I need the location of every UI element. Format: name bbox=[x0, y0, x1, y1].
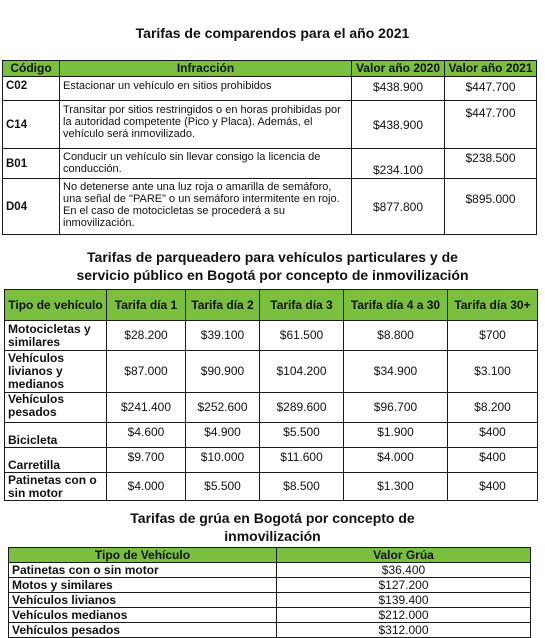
vehicle-type-cell: Vehículos medianos bbox=[9, 608, 277, 623]
tarifa-dia-3-cell: $5.500 bbox=[260, 423, 344, 448]
tarifa-dia-3-cell: $11.600 bbox=[260, 448, 344, 473]
table-row bbox=[9, 578, 531, 593]
valor-grua-cell: $139.400 bbox=[277, 593, 531, 608]
table-row bbox=[3, 179, 537, 235]
tarifa-dia-30-plus-cell: $700 bbox=[448, 321, 538, 351]
tarifa-dia-30-plus-cell: $8.200 bbox=[448, 393, 538, 423]
tarifa-dia-2-cell: $10.000 bbox=[186, 448, 260, 473]
tarifa-dia-4-30-cell: $8.800 bbox=[344, 321, 448, 351]
tarifa-dia-1-cell: $28.200 bbox=[107, 321, 186, 351]
value-2020-cell: $438.900 bbox=[352, 101, 445, 149]
vehicle-type-cell: Vehículos livianos bbox=[9, 593, 277, 608]
parqueadero-header-row bbox=[5, 290, 538, 321]
value-2021-cell: $447.700 bbox=[445, 101, 537, 149]
tarifa-dia-4-30-cell: $96.700 bbox=[344, 393, 448, 423]
header-tarifa-dia-1: Tarifa día 1 bbox=[107, 290, 186, 321]
table-row bbox=[5, 321, 538, 351]
table-row bbox=[5, 393, 538, 423]
value-2021-cell: $895.000 bbox=[445, 179, 537, 235]
value-2021-cell: $238.500 bbox=[445, 149, 537, 179]
header-tarifa-dia-30-plus: Tarifa día 30+ bbox=[448, 290, 538, 321]
tarifa-dia-2-cell: $5.500 bbox=[186, 473, 260, 501]
vehicle-type-cell: Carretilla bbox=[5, 448, 107, 473]
vehicle-type-cell: Bicicleta bbox=[5, 423, 107, 448]
tarifa-dia-1-cell: $87.000 bbox=[107, 351, 186, 393]
tarifa-dia-2-cell: $252.600 bbox=[186, 393, 260, 423]
table-row bbox=[5, 351, 538, 393]
table-row bbox=[5, 423, 538, 448]
tarifa-dia-4-30-cell: $4.000 bbox=[344, 448, 448, 473]
vehicle-type-cell: Vehículos pesados bbox=[9, 623, 277, 638]
infraction-cell: Transitar por sitios restringidos o en horas prohibidas por la autoridad competente (Pico y Placa). Además, el vehículo será inmovilizado. bbox=[60, 101, 352, 149]
header-infraccion: Infracción bbox=[60, 61, 352, 77]
table-row bbox=[9, 608, 531, 623]
code-cell: D04 bbox=[3, 179, 60, 235]
header-valor-grua: Valor Grúa bbox=[277, 548, 531, 563]
code-cell: C02 bbox=[3, 77, 60, 101]
tarifa-dia-2-cell: $4.900 bbox=[186, 423, 260, 448]
tarifa-dia-3-cell: $104.200 bbox=[260, 351, 344, 393]
comparendos-title: Tarifas de comparendos para el año 2021 bbox=[135, 25, 410, 41]
tarifa-dia-1-cell: $241.400 bbox=[107, 393, 186, 423]
vehicle-type-cell: Patinetas con o sin motor bbox=[9, 563, 277, 578]
valor-grua-cell: $212.000 bbox=[277, 608, 531, 623]
grua-title-line2: inmovilización bbox=[224, 528, 321, 544]
table-row bbox=[3, 101, 537, 149]
table-row bbox=[5, 473, 538, 501]
vehicle-type-cell: Vehículos livianos y medianos bbox=[5, 351, 107, 393]
comparendos-table bbox=[2, 60, 537, 235]
table-row bbox=[9, 593, 531, 608]
tarifa-dia-3-cell: $8.500 bbox=[260, 473, 344, 501]
tarifa-dia-1-cell: $4.000 bbox=[107, 473, 186, 501]
vehicle-type-cell: Motocicletas y similares bbox=[5, 321, 107, 351]
header-valor-2020: Valor año 2020 bbox=[352, 61, 445, 77]
code-cell: C14 bbox=[3, 101, 60, 149]
valor-grua-cell: $127.200 bbox=[277, 578, 531, 593]
infraction-cell: Conducir un vehículo sin llevar consigo la licencia de conducción. bbox=[60, 149, 352, 179]
value-2020-cell: $877.800 bbox=[352, 179, 445, 235]
tarifa-dia-1-cell: $4.600 bbox=[107, 423, 186, 448]
parqueadero-title-line2: servicio público en Bogotá por concepto de inmovilización bbox=[76, 267, 469, 283]
tarifa-dia-2-cell: $39.100 bbox=[186, 321, 260, 351]
parqueadero-title bbox=[0, 248, 545, 284]
value-2021-cell: $447.700 bbox=[445, 77, 537, 101]
code-cell: B01 bbox=[3, 149, 60, 179]
grua-title-line1: Tarifas de grúa en Bogotá por concepto de bbox=[130, 510, 415, 526]
tarifa-dia-30-plus-cell: $400 bbox=[448, 473, 538, 501]
infraction-cell: No detenerse ante una luz roja o amarilla de semáforo, una señal de "PARE" o un semáforo intermitente en rojo. En el caso de motocicletas se procederá a su inmovilización. bbox=[60, 179, 352, 235]
vehicle-type-cell: Motos y similares bbox=[9, 578, 277, 593]
vehicle-type-cell: Patinetas con o sin motor bbox=[5, 473, 107, 501]
comparendos-header-row bbox=[3, 61, 537, 77]
table-row bbox=[3, 149, 537, 179]
parqueadero-title-line1: Tarifas de parqueadero para vehículos particulares y de bbox=[87, 249, 458, 265]
header-tipo-vehiculo: Tipo de vehículo bbox=[5, 290, 107, 321]
valor-grua-cell: $312.000 bbox=[277, 623, 531, 638]
tarifa-dia-1-cell: $9.700 bbox=[107, 448, 186, 473]
grua-table bbox=[8, 547, 531, 638]
tarifa-dia-3-cell: $289.600 bbox=[260, 393, 344, 423]
infraction-cell: Estacionar un vehículo en sitios prohibidos bbox=[60, 77, 352, 101]
table-row bbox=[9, 623, 531, 638]
tarifa-dia-30-plus-cell: $400 bbox=[448, 448, 538, 473]
table-row bbox=[9, 563, 531, 578]
grua-title bbox=[0, 509, 545, 545]
header-codigo: Código bbox=[3, 61, 60, 77]
parqueadero-table bbox=[4, 289, 538, 501]
table-row bbox=[3, 77, 537, 101]
header-tarifa-dia-3: Tarifa día 3 bbox=[260, 290, 344, 321]
header-tarifa-dia-2: Tarifa día 2 bbox=[186, 290, 260, 321]
tarifa-dia-30-plus-cell: $400 bbox=[448, 423, 538, 448]
header-tarifa-dia-4-30: Tarifa día 4 a 30 bbox=[344, 290, 448, 321]
grua-header-row bbox=[9, 548, 531, 563]
table-row bbox=[5, 448, 538, 473]
valor-grua-cell: $36.400 bbox=[277, 563, 531, 578]
tarifa-dia-4-30-cell: $1.300 bbox=[344, 473, 448, 501]
header-valor-2021: Valor año 2021 bbox=[445, 61, 537, 77]
header-tipo-vehiculo-grua: Tipo de Vehículo bbox=[9, 548, 277, 563]
tarifa-dia-30-plus-cell: $3.100 bbox=[448, 351, 538, 393]
vehicle-type-cell: Vehículos pesados bbox=[5, 393, 107, 423]
tarifa-dia-2-cell: $90.900 bbox=[186, 351, 260, 393]
value-2020-cell: $234.100 bbox=[352, 149, 445, 179]
tarifa-dia-4-30-cell: $1.900 bbox=[344, 423, 448, 448]
value-2020-cell: $438.900 bbox=[352, 77, 445, 101]
tarifa-dia-3-cell: $61.500 bbox=[260, 321, 344, 351]
tarifa-dia-4-30-cell: $34.900 bbox=[344, 351, 448, 393]
